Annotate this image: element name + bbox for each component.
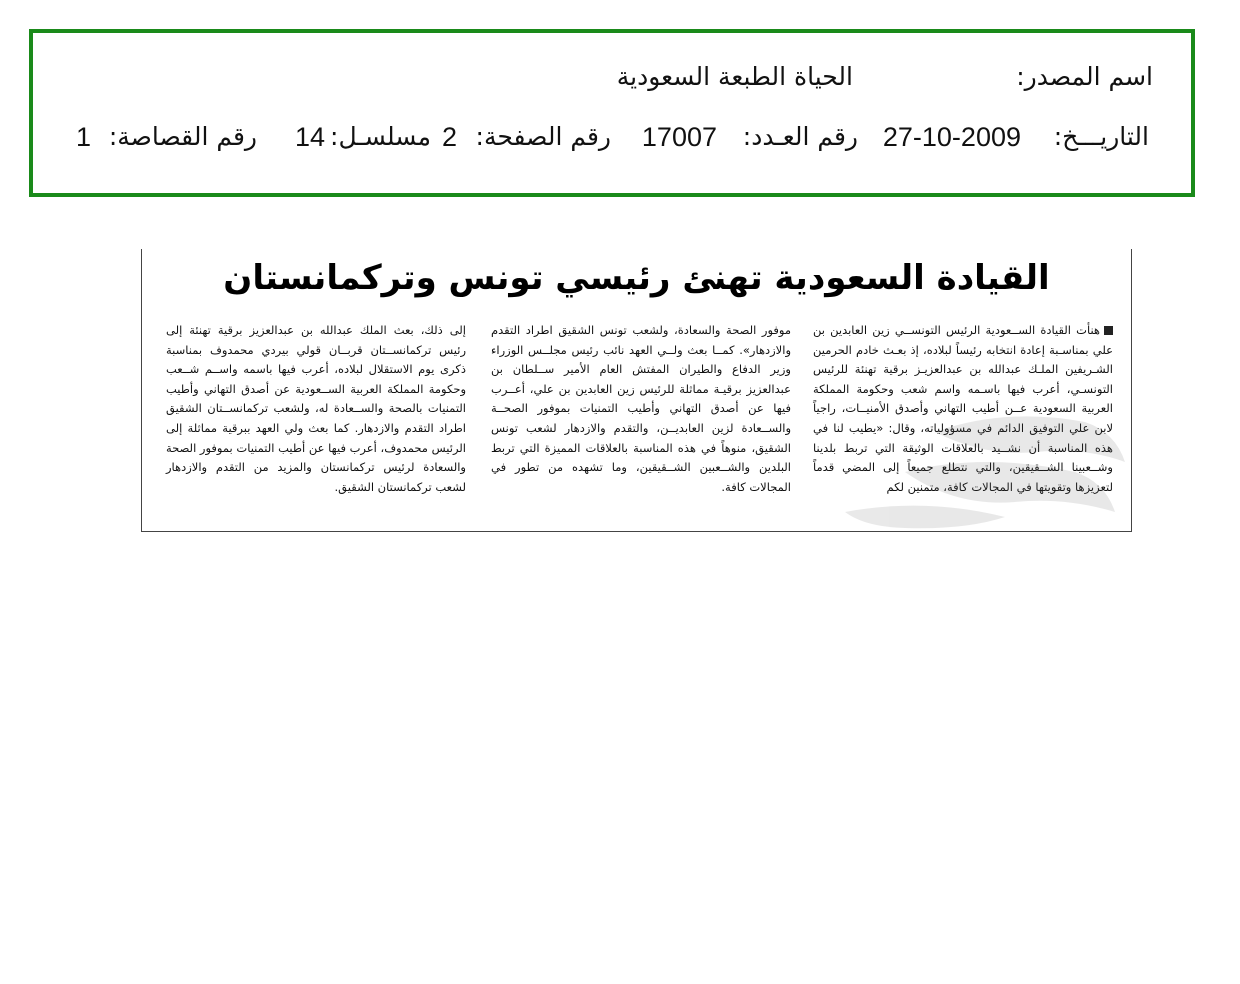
date-value: 27-10-2009: [882, 122, 1021, 152]
issue-label: رقم العـدد:: [742, 122, 858, 151]
issue-value: 17007: [641, 122, 717, 152]
article-headline: القيادة السعودية تهنئ رئيسي تونس وتركمانستان: [223, 258, 1050, 298]
source-value: الحياة الطبعة السعودية: [616, 62, 853, 91]
newspaper-clipping: [141, 249, 1132, 532]
metadata-row-source: [33, 57, 1191, 97]
article-column-3-text: إلى ذلك، بعث الملك عبدالله بن عبدالعزيز برقية تهنئة إلى رئيس تركمانســتان قربــان قولي بيردي محمدوف بمناسبة ذكرى يوم الاستقلال لبلاده، أعرب فيها باسمه واســم شــعب وحكومة المملكة العربية الســعودية عن أصدق التهاني وأطيب التمنيات بالصحة والســعادة له، ولشعب تركمانســتان الشقيق اطراد التقدم والازدهار. كما بعث ولي العهد ببرقية مماثلة إلى الرئيس محمدوف، أعرب فيها عن أطيب التمنيات بموفور الصحة والسعادة لرئيس تركمانستان والمزيد من التقدم والازدهار لشعب تركمانستان الشقيق.: [166, 323, 466, 494]
page-value: 2: [441, 122, 457, 152]
page-label: رقم الصفحة:: [475, 122, 611, 151]
article-column-1-text: هنأت القيادة الســعودية الرئيس التونســي زين العابدين بن علي بمناسـبة إعادة انتخابه رئيساً لبلاده، إذ بعـث خادم الحرمين الشـريفين الملـك عبدالله بن عبدالعزيـز برقية تهنئة للرئيس التونسـي، أعرب فيها باسـمه واسم شعب وحكومة المملكة العربية السعودية عــن أطيب التهاني وأصدق الأمنيــات، راجياً لابن علي التوفيق الدائم في مسؤولياته، وقال: «يطيب لنا في هذه المناسبة أن نشــيد بالعلاقات الوثيقة التي تربط بلدينا وشــعبينا الشــقيقين، والتي نتطلع جميعاً إلى المضي قدماً لتعزيزها وتقويتها في المجالات كافة، متمنين لكم: [813, 323, 1113, 494]
metadata-row-details: [33, 117, 1191, 157]
document-metadata-box: [29, 29, 1195, 197]
date-label: التاريـــخ:: [1053, 122, 1149, 151]
square-bullet-icon: [1104, 326, 1113, 335]
article-column-2: [491, 321, 791, 497]
serial-value: 14: [294, 122, 325, 152]
article-column-1: [813, 321, 1113, 497]
article-column-3: [166, 321, 466, 497]
article-column-2-text: موفور الصحة والسعادة، ولشعب تونس الشقيق اطراد التقدم والازدهار». كمــا بعث ولــي العهد نائب رئيس مجلــس الوزراء وزير الدفاع والطيران المفتش العام الأمير ســلطان بن عبدالعزيز برقيـة مماثلة للرئيس زين العابدين بن علي، أعــرب فيها عن أصدق التهاني وأطيب التمنيات بموفور الصحــة والســعادة لزين العابديــن، والتقدم والازدهار لشعب تونس الشقيق، منوهاً في هذه المناسبة بالعلاقات المميزة التي تربط البلدين والشــعبين الشــقيقين، وما تشهده من تطور في المجالات كافة.: [491, 323, 791, 494]
source-label: اسم المصدر:: [1016, 62, 1153, 91]
serial-label: مسلسـل:: [330, 122, 431, 151]
clip-value: 1: [75, 122, 91, 152]
clip-label: رقم القصاصة:: [108, 122, 257, 151]
